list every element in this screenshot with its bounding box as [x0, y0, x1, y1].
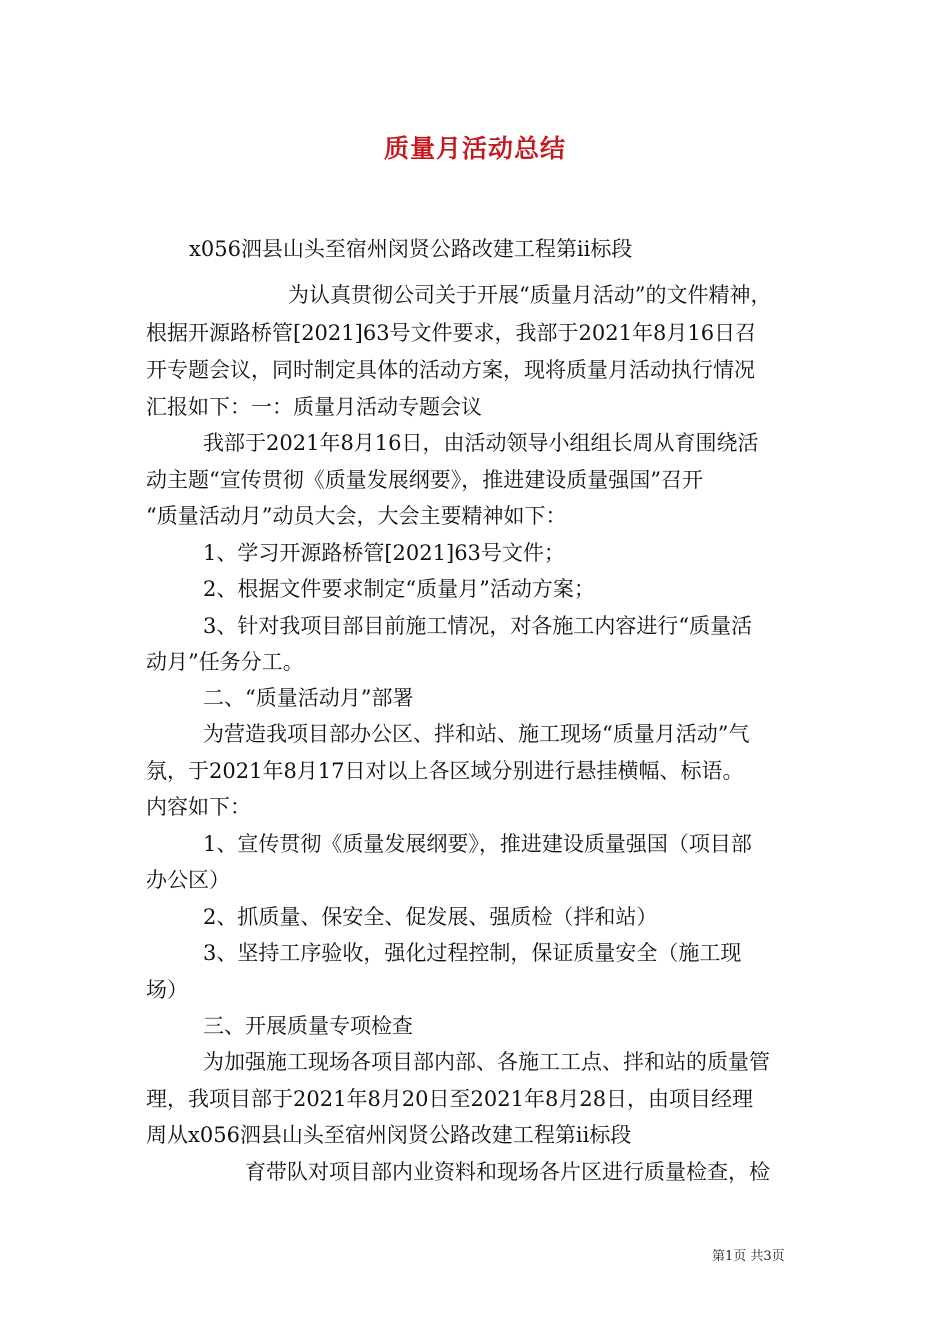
paragraph-line: 场） [146, 978, 188, 1002]
section-heading: 二、“质量活动月”部署 [203, 686, 414, 710]
paragraph-line: 育带队对项目部内业资料和现场各片区进行质量检查，检 [245, 1160, 770, 1184]
list-item: 2、抓质量、保安全、促发展、强质检（拌和站） [203, 905, 658, 929]
paragraph-line: 根据开源路桥管[2021]63号文件要求，我部于2021年8月16日召 [146, 321, 757, 345]
paragraph-line: 动月”任务分工。 [146, 650, 304, 674]
section-heading: 三、开展质量专项检查 [203, 1014, 413, 1038]
paragraph-line: 为认真贯彻公司关于开展“质量月活动”的文件精神， [288, 283, 772, 307]
paragraph-line: 内容如下： [146, 795, 251, 819]
paragraph-line: 办公区） [146, 868, 230, 892]
paragraph-line: 开专题会议，同时制定具体的活动方案，现将质量月活动执行情况 [146, 358, 755, 382]
paragraph-line: 周从x056泗县山头至宿州闵贤公路改建工程第ii标段 [146, 1123, 632, 1147]
paragraph-line: x056泗县山头至宿州闵贤公路改建工程第ii标段 [189, 237, 633, 261]
list-item: 1、学习开源路桥管[2021]63号文件； [203, 541, 565, 565]
paragraph-line: 氛，于2021年8月17日对以上各区域分别进行悬挂横幅、标语。 [146, 759, 744, 783]
list-item: 2、根据文件要求制定“质量月”活动方案； [203, 577, 595, 601]
page-number: 第1页 共3页 [712, 1249, 785, 1264]
paragraph-line: “质量活动月”动员大会，大会主要精神如下： [146, 504, 567, 528]
paragraph-line: 为营造我项目部办公区、拌和站、施工现场“质量月活动”气 [203, 722, 750, 746]
paragraph-line: 为加强施工现场各项目部内部、各施工工点、拌和站的质量管 [203, 1050, 770, 1074]
list-item: 1、宣传贯彻《质量发展纲要》，推进建设质量强国（项目部 [203, 832, 752, 856]
list-item: 3、针对我项目部目前施工情况，对各施工内容进行“质量活 [203, 614, 753, 638]
paragraph-line: 汇报如下：一：质量月活动专题会议 [146, 395, 482, 419]
paragraph-line: 我部于2021年8月16日，由活动领导小组组长周从育围绕活 [203, 431, 759, 455]
paragraph-line: 理，我项目部于2021年8月20日至2021年8月28日，由项目经理 [146, 1087, 754, 1111]
document-title: 质量月活动总结 [383, 134, 566, 163]
paragraph-line: 动主题“宣传贯彻《质量发展纲要》，推进建设质量强国”召开 [146, 468, 703, 492]
list-item: 3、坚持工序验收，强化过程控制，保证质量安全（施工现 [203, 941, 742, 965]
